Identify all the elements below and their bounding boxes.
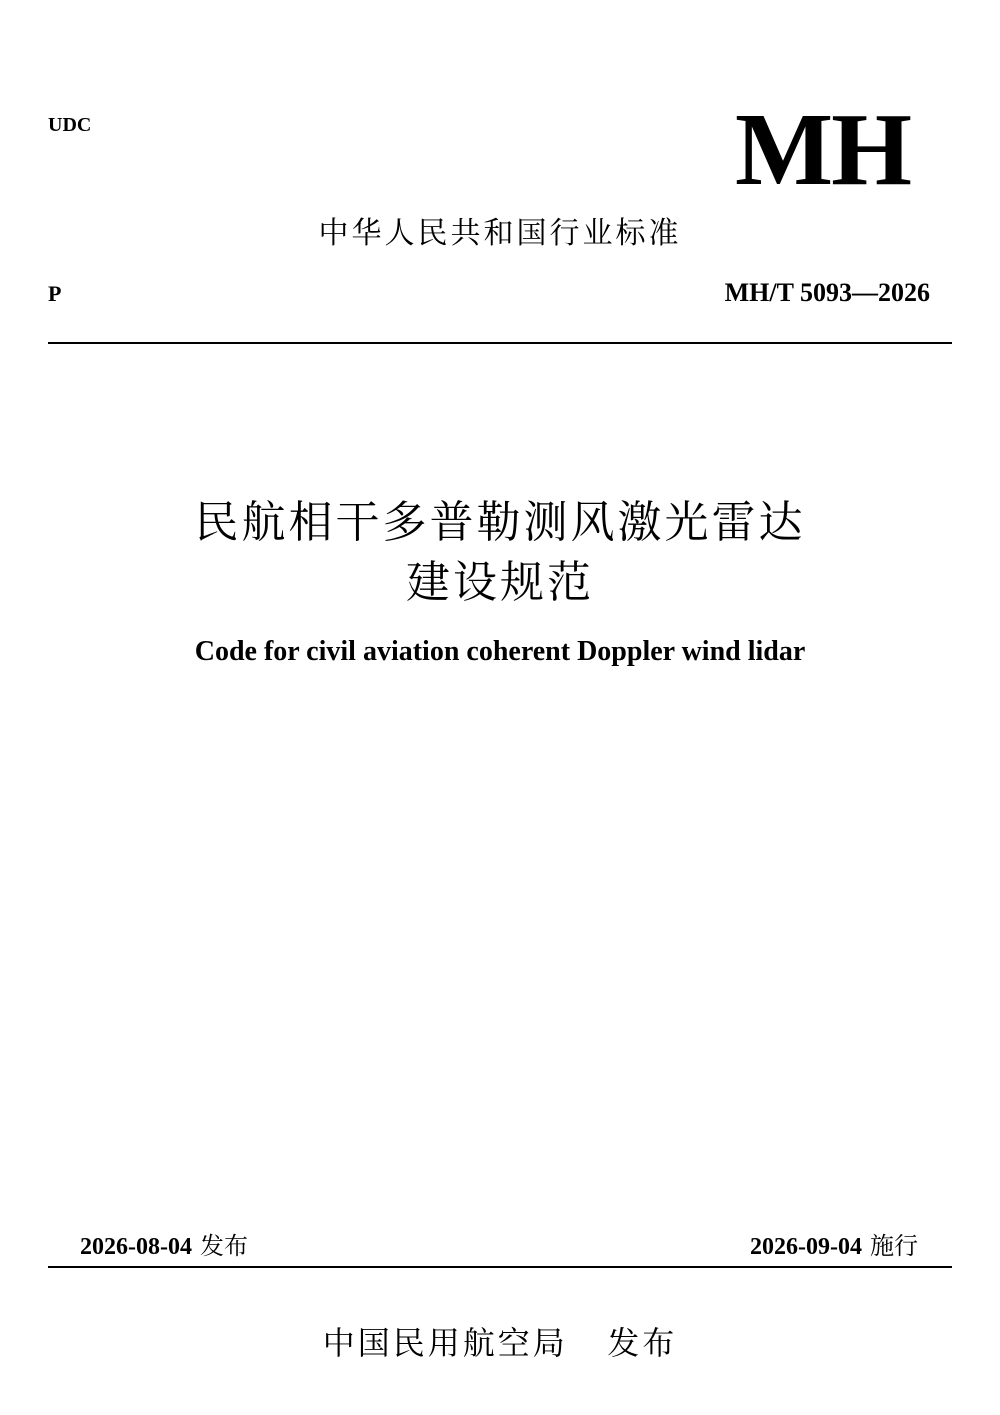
standard-type-heading: 中华人民共和国行业标准 <box>318 216 682 251</box>
title-chinese-line-2: 建设规范 <box>406 557 594 608</box>
effective-date: 2026-09-04 <box>750 1234 862 1260</box>
issuer-line: 中国民用航空局 发布 <box>322 1324 678 1362</box>
title-english: Code for civil aviation coherent Doppler wind lidar <box>194 636 806 667</box>
udc-label: UDC <box>48 114 92 136</box>
release-date: 2026-08-04 <box>80 1234 192 1260</box>
release-word: 发布 <box>199 1232 248 1260</box>
classification-code: P <box>48 281 62 306</box>
release-date-block <box>80 1226 248 1261</box>
effective-word: 施行 <box>870 1232 918 1260</box>
bottom-divider <box>48 1266 952 1268</box>
title-chinese-line-1: 民航相干多普勒测风激光雷达 <box>194 497 806 548</box>
standard-number: MH/T 5093—2026 <box>724 278 930 307</box>
top-divider <box>48 342 952 344</box>
mh-logo: MH <box>735 92 911 207</box>
effective-date-block <box>750 1226 918 1261</box>
